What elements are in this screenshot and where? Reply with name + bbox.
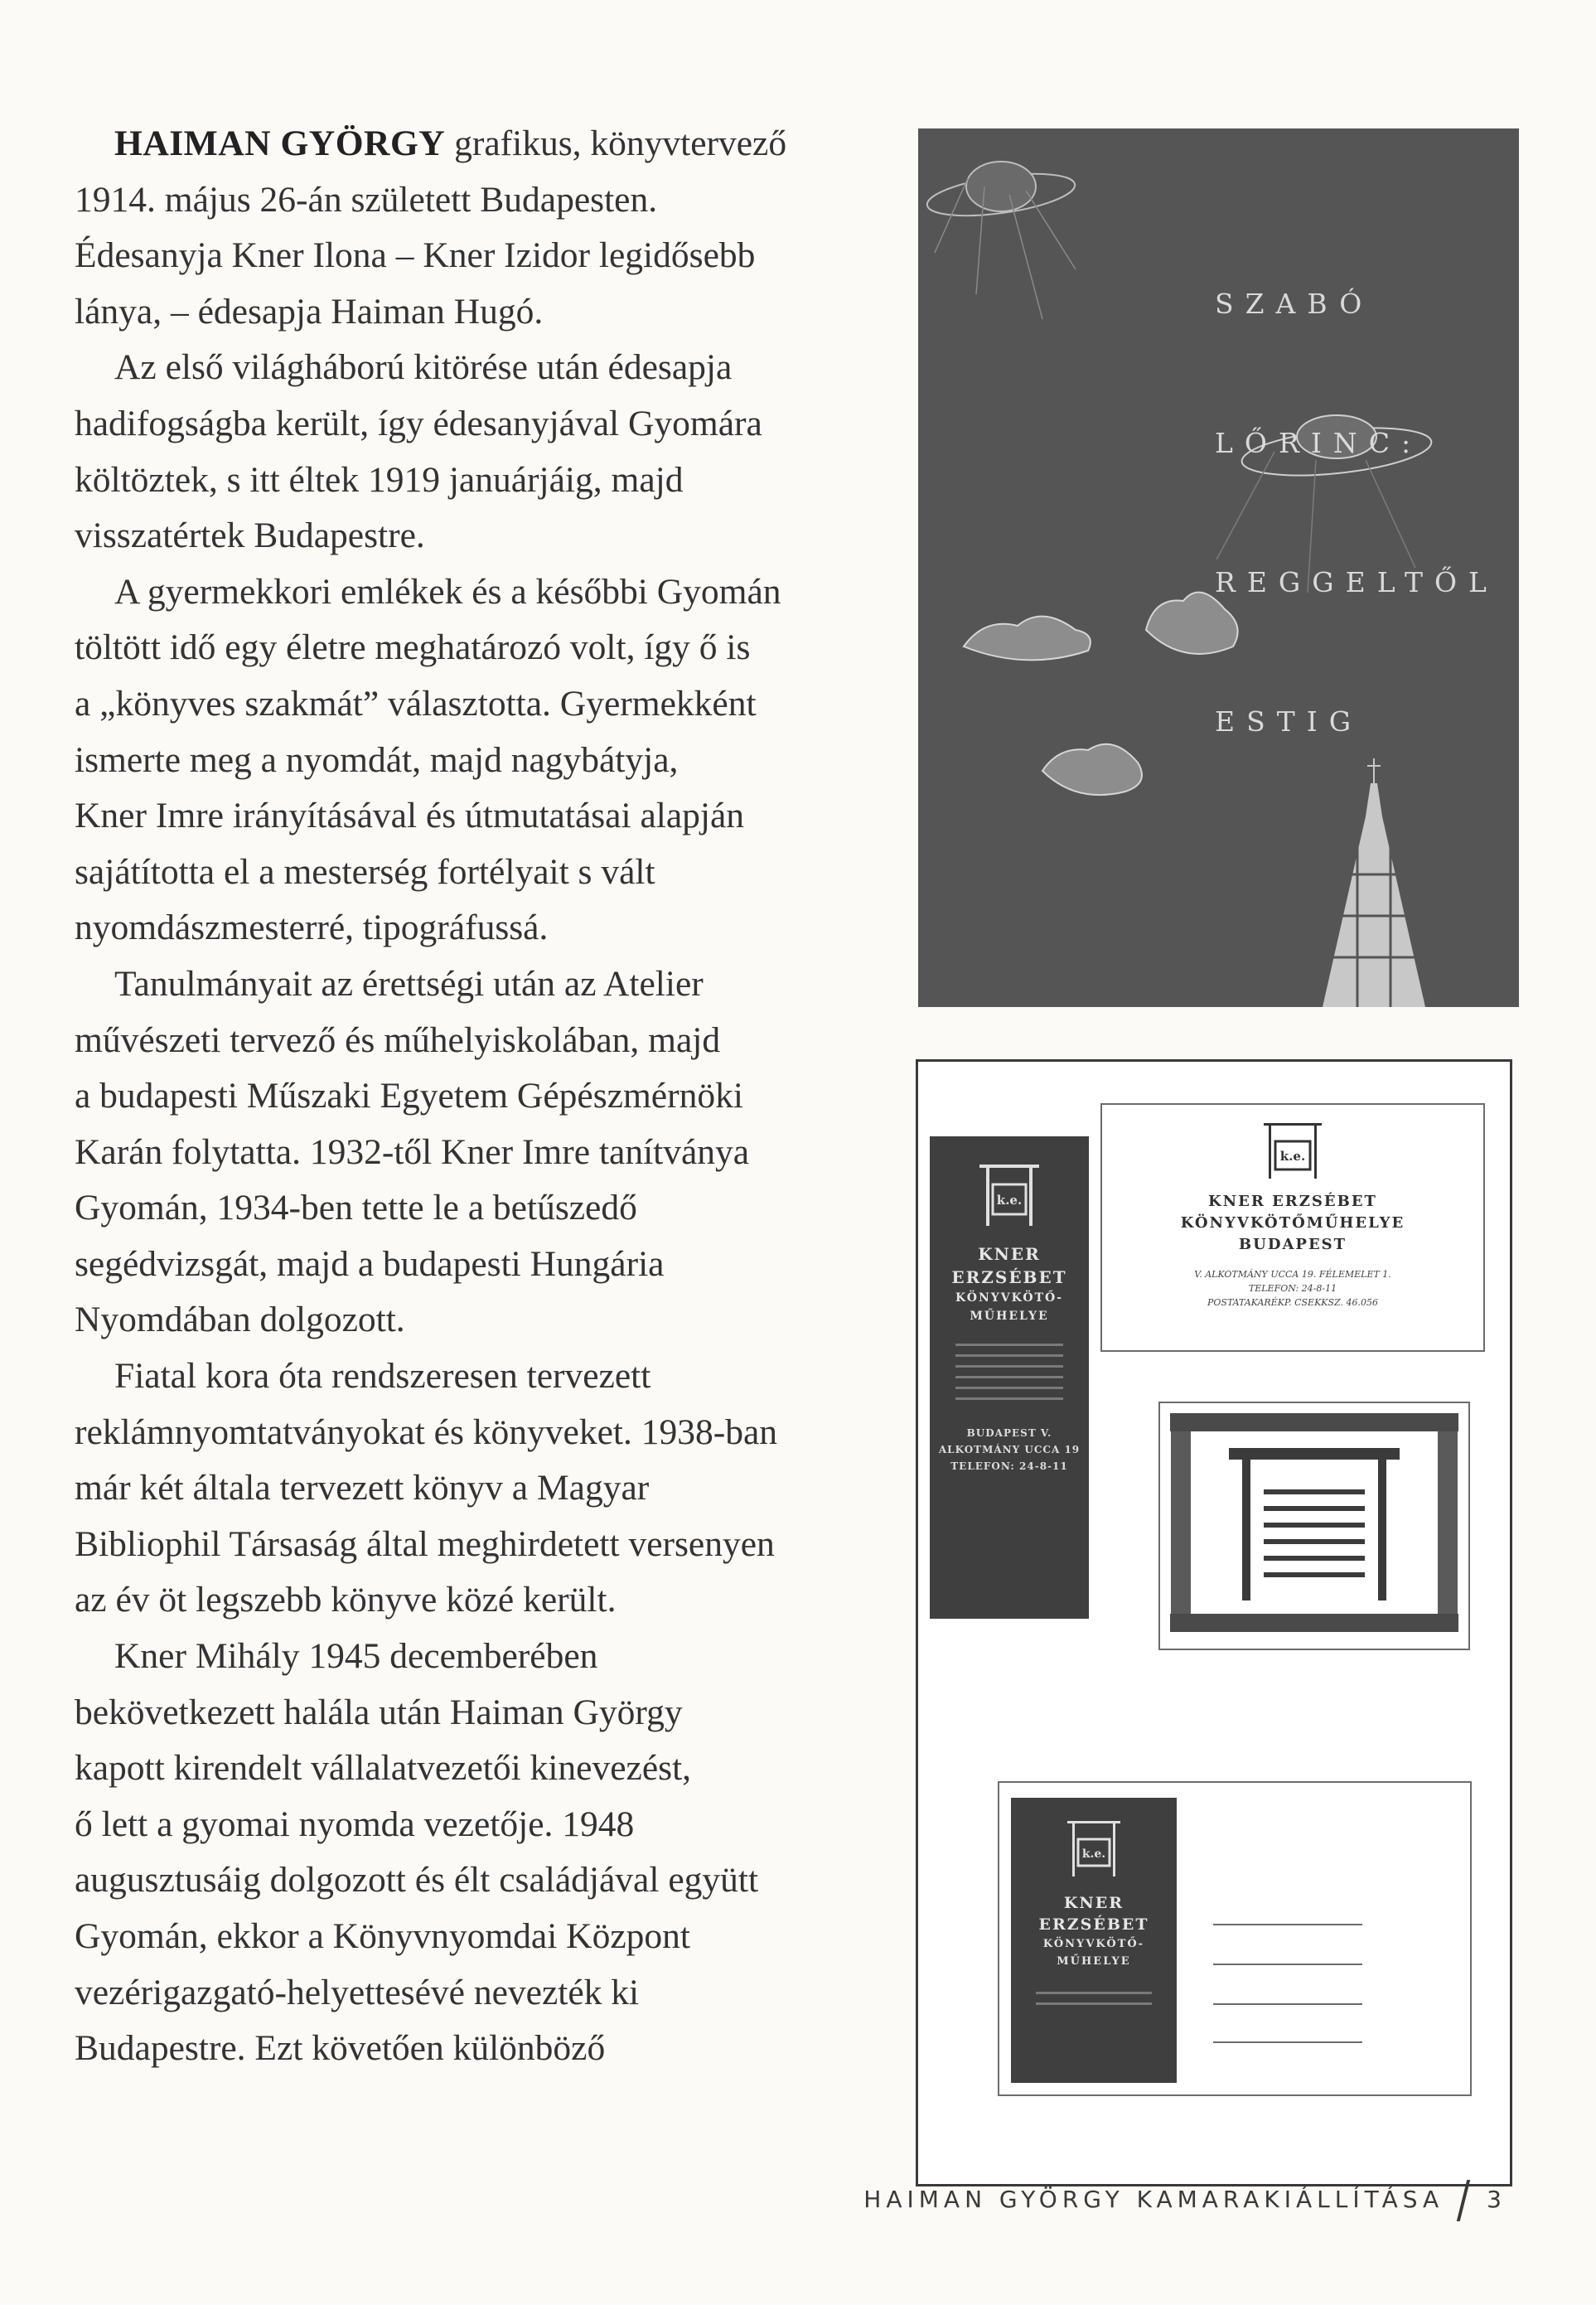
text-line: bekövetkezett halála után Haiman György	[75, 1692, 683, 1732]
text-line: Kner Imre irányításával és útmutatásai alapján	[75, 796, 745, 836]
paragraph	[75, 1349, 895, 1629]
text-line: HAIMAN GYÖRGY grafikus, könyvtervező	[114, 123, 787, 163]
text-line: töltött idő egy életre meghatározó volt, így ő is	[75, 627, 751, 668]
postcard-dark-panel: k.e. KNER ERZSÉBET KÖNYVKÖTŐ- MŰHELYE	[1011, 1798, 1177, 2083]
bookmark-card: k.e. KNER ERZSÉBET KÖNYVKÖTŐ- MŰHELYE BUDAPEST V. ALKOTMÁNY UCCA 19 TELEFON: 24-8-11	[930, 1136, 1089, 1619]
text-line: Karán folytatta. 1932-től Kner Imre tanítványa	[75, 1131, 750, 1172]
gate-illustration-icon	[1171, 1431, 1458, 1614]
logo-card	[1158, 1402, 1470, 1650]
footer-separator	[1457, 2180, 1470, 2221]
paragraph	[75, 1629, 895, 2077]
text-line: a budapesti Műszaki Egyetem Gépészmérnöki	[75, 1076, 743, 1116]
text-line: költöztek, s itt éltek 1919 januárjáig, majd	[75, 459, 684, 500]
biography-text	[75, 116, 895, 2077]
text-line: visszatértek Budapestre.	[75, 516, 425, 556]
text-line: Az első világháború kitörése után édesapja	[114, 347, 733, 388]
text-line: reklámnyomtatványokat és könyveket. 1938-ban	[75, 1412, 778, 1452]
paragraph	[75, 564, 895, 956]
text-line: kapott kirendelt vállalatvezetői kinevezést,	[75, 1748, 692, 1789]
text-line: már két általa tervezett könyv a Magyar	[75, 1468, 650, 1508]
text-line: Édesanyja Kner Ilona – Kner Izidor legidősebb	[75, 235, 756, 276]
paragraph	[75, 956, 895, 1349]
text-line: ő lett a gyomai nyomda vezetője. 1948	[75, 1804, 635, 1844]
text-line: hadifogságba került, így édesanyjával Gyomára	[75, 403, 762, 443]
text-line: sajátította el a mesterség fortélyait s vált	[75, 851, 655, 892]
text-line: augusztusáig dolgozott és élt családjával együtt	[75, 1860, 759, 1901]
text-line: A gyermekkori emlékek és a későbbi Gyomán	[114, 571, 781, 612]
paragraph	[75, 340, 895, 564]
text-line: művészeti tervező és műhelyiskolában, majd	[75, 1019, 721, 1060]
text-line: Nyomdában dolgozott.	[75, 1300, 405, 1340]
gate-logo-icon	[976, 1156, 1042, 1231]
text-line: ismerte meg a nyomdát, majd nagybátyja,	[75, 739, 679, 780]
text-line: Kner Mihály 1945 decemberében	[114, 1636, 598, 1677]
text-line: Fiatal kora óta rendszeresen tervezett	[114, 1356, 651, 1397]
svg-text:k.e.: k.e.	[1081, 1847, 1106, 1861]
page-footer	[863, 2180, 1507, 2221]
footer-title: HAIMAN GYÖRGY KAMARAKIÁLLÍTÁSA	[863, 2186, 1444, 2213]
text-line: segédvizsgát, majd a budapesti Hungária	[75, 1243, 665, 1284]
postcard-card	[998, 1781, 1472, 2096]
svg-text:k.e.: k.e.	[1279, 1149, 1306, 1164]
text-line: 1914. május 26-án született Budapesten.	[75, 179, 658, 220]
svg-text:k.e.: k.e.	[996, 1193, 1023, 1208]
page-number: 3	[1487, 2186, 1507, 2213]
cover-title: SZABÓ LŐRINC: REGGELTŐL ESTIG	[1215, 288, 1498, 738]
gate-logo-icon	[1260, 1116, 1325, 1183]
text-line: az év öt legszebb könyve közé került.	[75, 1580, 617, 1620]
gate-logo-icon	[1064, 1814, 1124, 1881]
paragraph	[75, 116, 895, 340]
text-line: nyomdászmesterré, tipográfussá.	[75, 908, 549, 948]
letterhead-card: k.e. KNER ERZSÉBET KÖNYVKÖTŐMŰHELYE BUDAPEST V. ALKOTMÁNY UCCA 19. FÉLEMELET 1. TELEFON: 24-8-11 POSTATAKARÉKP. CSEKKSZ. 46.056	[1100, 1103, 1485, 1352]
author-name: HAIMAN GYÖRGY	[114, 123, 446, 163]
text-line: Budapestre. Ezt követően különböző	[75, 2028, 606, 2069]
stationery-collage	[916, 1059, 1512, 2186]
text-line: vezérigazgató-helyettesévé nevezték ki	[75, 1972, 640, 2012]
book-cover-image	[918, 128, 1519, 1007]
text-line: Bibliophil Társaság által meghirdetett versenyen	[75, 1523, 775, 1564]
text-line: lánya, – édesapja Haiman Hugó.	[75, 291, 544, 332]
text-line: Gyomán, ekkor a Könyvnyomdai Központ	[75, 1916, 690, 1956]
text-line: Gyomán, 1934-ben tette le a betűszedő	[75, 1188, 637, 1228]
text-line: a „könyves szakmát” választotta. Gyermekként	[75, 683, 757, 724]
text-line: Tanulmányait az érettségi után az Atelier	[114, 963, 704, 1004]
